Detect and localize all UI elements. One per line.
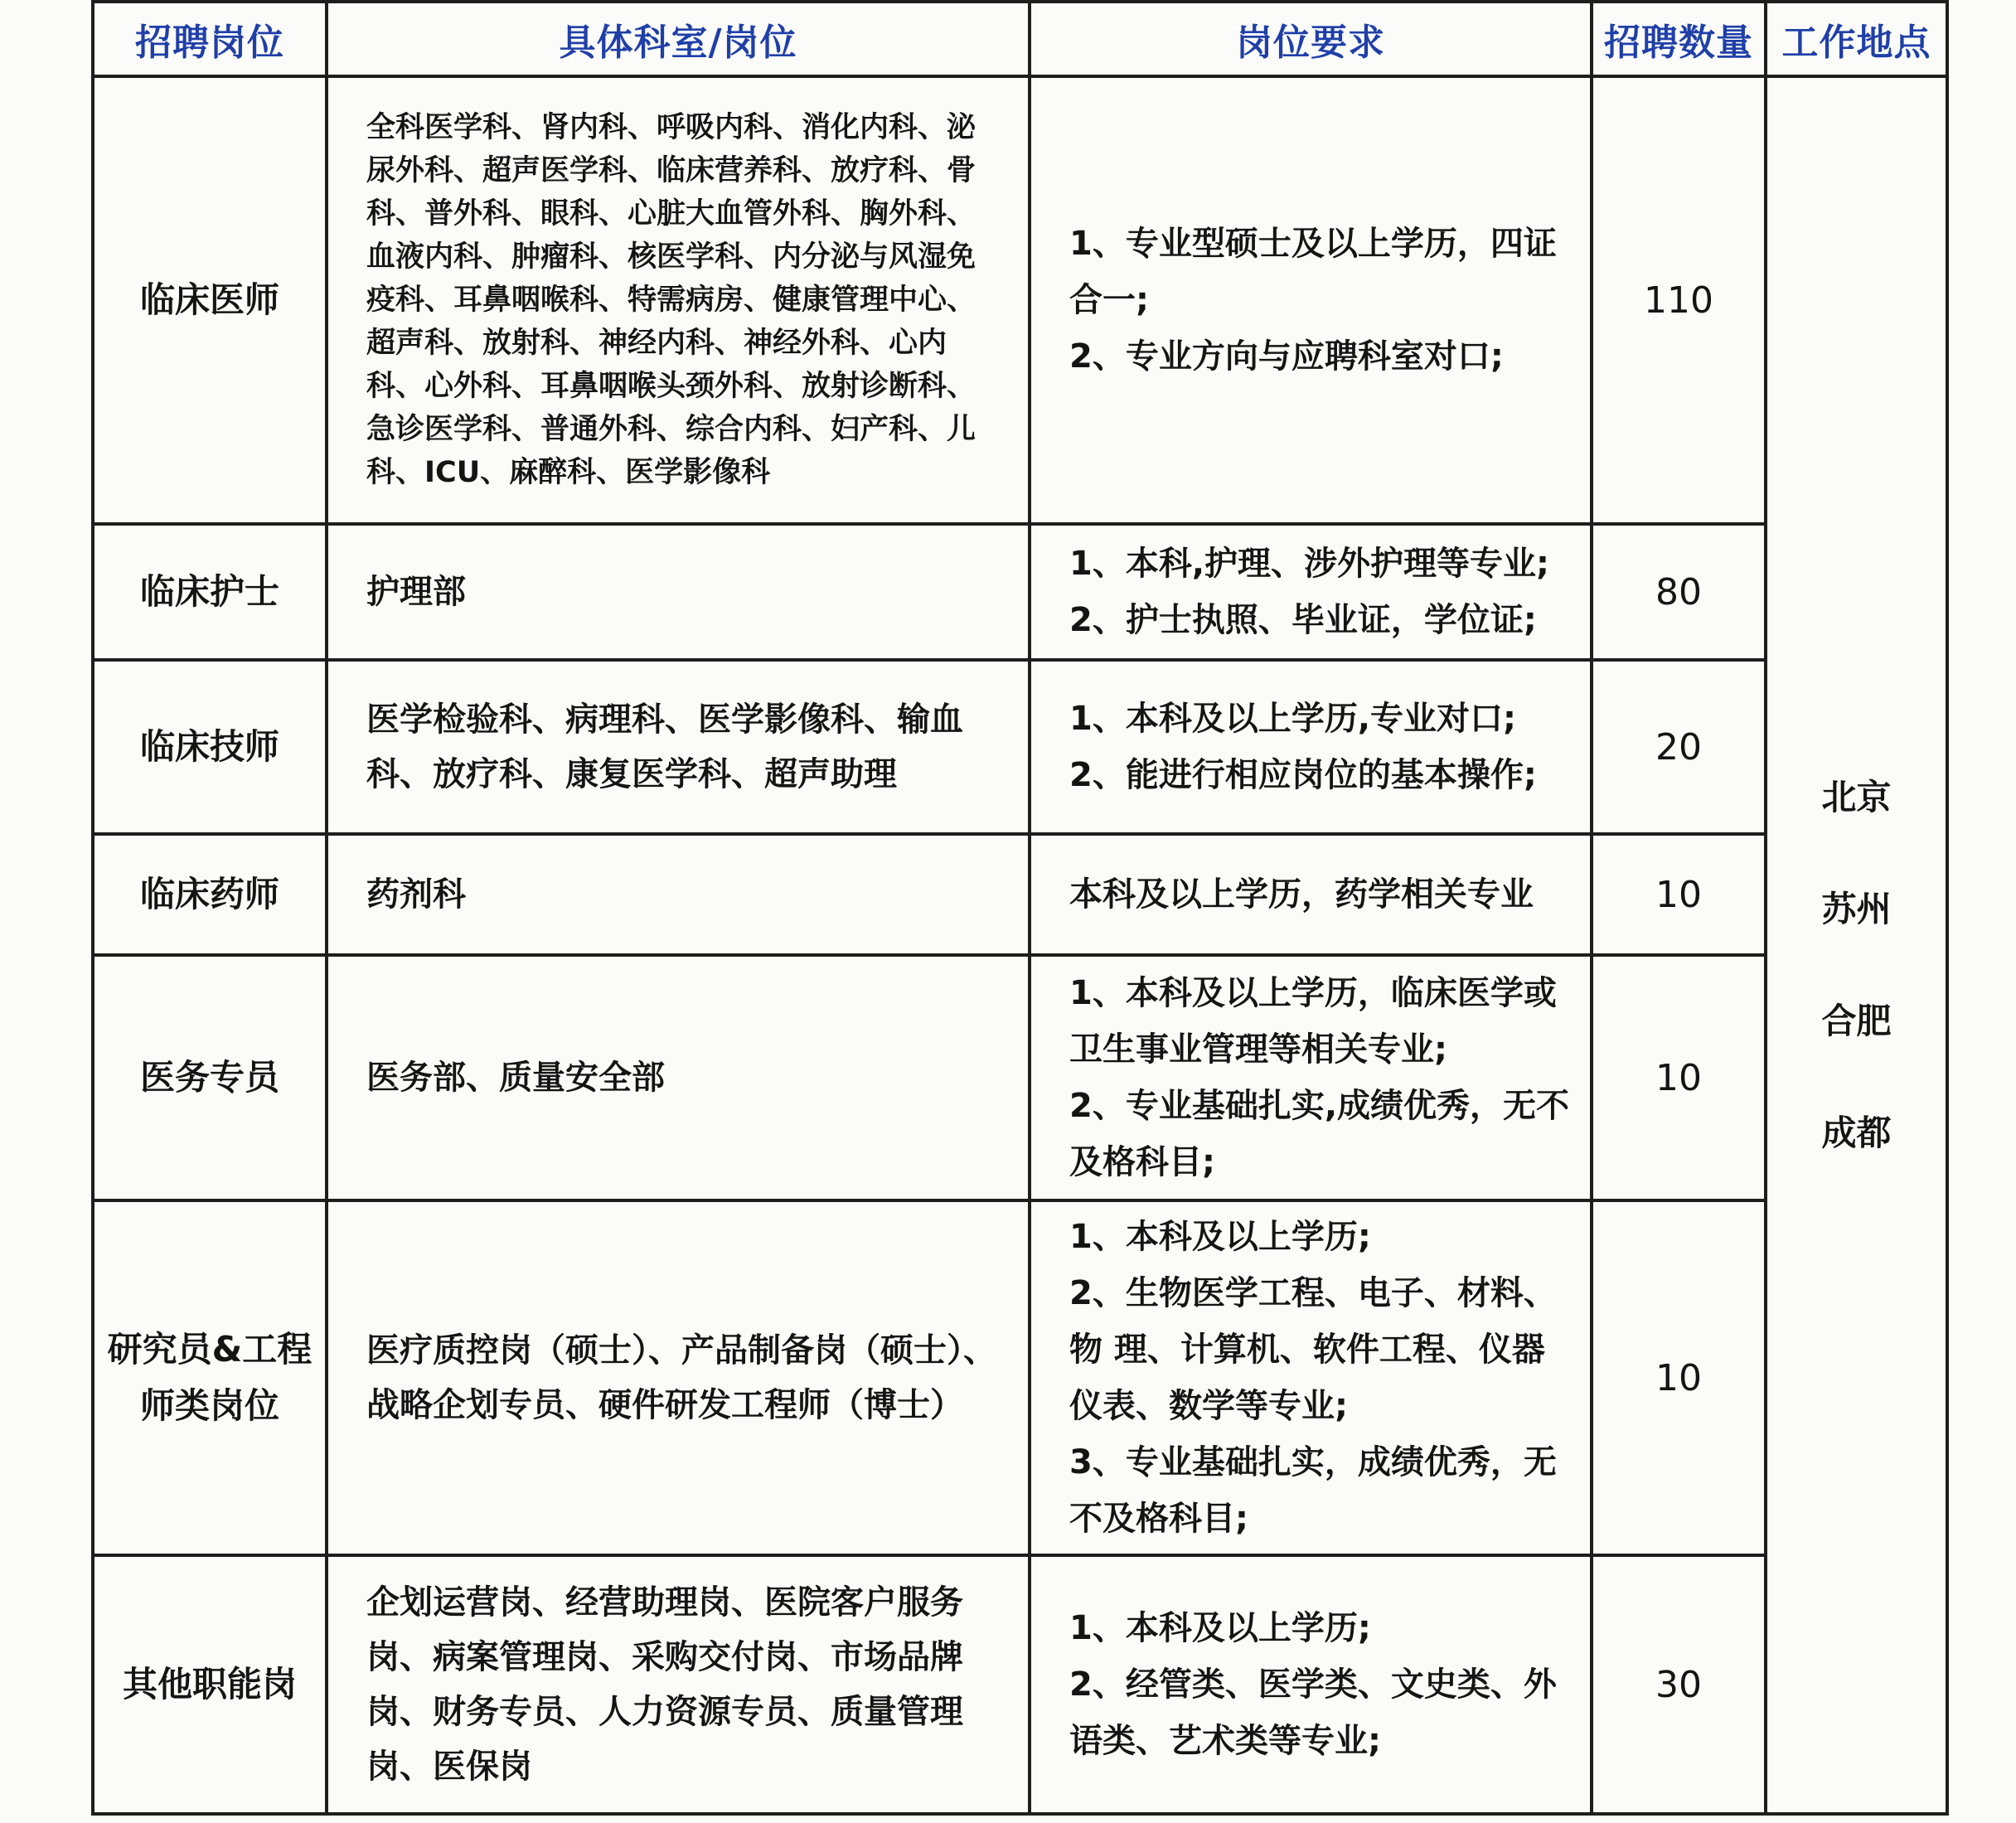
requirement-line: 2、护士执照、毕业证，学位证; (1069, 601, 1537, 639)
requirement-line: 2、能进行相应岗位的基本操作; (1069, 756, 1537, 794)
count-cell: 10 (1592, 1200, 1766, 1555)
table-row (93, 834, 1947, 955)
header-requirements: 岗位要求 (1030, 2, 1592, 76)
position-cell: 临床医师 (93, 76, 327, 524)
requirement-line: 2、经管类、医学类、文史类、外语类、艺术类等专业; (1069, 1665, 1557, 1760)
header-count: 招聘数量 (1592, 2, 1766, 76)
count-cell: 10 (1592, 834, 1766, 955)
requirement-line: 1、本科,护理、涉外护理等专业; (1069, 545, 1550, 583)
requirements-cell (1030, 660, 1592, 834)
requirements-cell (1030, 524, 1592, 660)
requirement-line: 1、本科及以上学历; (1069, 1218, 1371, 1256)
location-list (1767, 741, 1946, 1189)
department-cell: 企划运营岗、经营助理岗、医院客户服务岗、病案管理岗、采购交付岗、市场品牌岗、财务专员、人力资源专员、质量管理岗、医保岗 (327, 1555, 1030, 1814)
department-cell: 医学检验科、病理科、医学影像科、输血科、放疗科、康复医学科、超声助理 (327, 660, 1030, 834)
location-city: 成都 (1821, 1113, 1892, 1153)
department-cell: 全科医学科、肾内科、呼吸内科、消化内科、泌尿外科、超声医学科、临床营养科、放疗科、骨科、普外科、眼科、心脏大血管外科、胸外科、血液内科、肿瘤科、核医学科、内分泌与风湿免疫科、耳鼻咽喉科、特需病房、健康管理中心、超声科、放射科、神经内科、神经外科、心内科、心外科、耳鼻咽喉头颈外科、放射诊断科、急诊医学科、普通外科、综合内科、妇产科、儿科、ICU、麻醉科、医学影像科 (327, 76, 1030, 524)
recruitment-table (91, 0, 1949, 1816)
position-cell: 医务专员 (93, 955, 327, 1200)
table-row (93, 660, 1947, 834)
header-row (93, 2, 1947, 76)
requirement-line: 1、本科及以上学历,专业对口; (1069, 700, 1517, 738)
position-cell: 临床药师 (93, 834, 327, 955)
count-cell: 20 (1592, 660, 1766, 834)
position-cell: 临床护士 (93, 524, 327, 660)
department-cell: 护理部 (327, 524, 1030, 660)
requirements-cell (1030, 76, 1592, 524)
requirements-cell (1030, 955, 1592, 1200)
position-cell: 研究员&工程师类岗位 (93, 1200, 327, 1555)
header-location: 工作地点 (1766, 2, 1947, 76)
location-city: 苏州 (1821, 889, 1892, 929)
requirement-line: 1、本科及以上学历，临床医学或卫生事业管理等相关专业; (1069, 974, 1557, 1069)
department-cell: 药剂科 (327, 834, 1030, 955)
table-row (93, 524, 1947, 660)
requirement-line: 1、专业型硕士及以上学历，四证合一; (1069, 225, 1557, 319)
count-cell: 10 (1592, 955, 1766, 1200)
count-cell: 30 (1592, 1555, 1766, 1814)
location-city: 合肥 (1821, 1001, 1892, 1041)
requirement-line: 2、专业基础扎实,成绩优秀，无不及格科目; (1069, 1087, 1570, 1181)
header-position: 招聘岗位 (93, 2, 327, 76)
header-department: 具体科室/岗位 (327, 2, 1030, 76)
table-row (93, 1555, 1947, 1814)
count-cell: 110 (1592, 76, 1766, 524)
requirements-cell (1030, 1555, 1592, 1814)
requirements-cell (1030, 834, 1592, 955)
requirement-line: 3、专业基础扎实，成绩优秀，无不及格科目; (1069, 1443, 1557, 1538)
requirement-line: 1、本科及以上学历; (1069, 1609, 1371, 1647)
table-row (93, 76, 1947, 524)
position-cell: 临床技师 (93, 660, 327, 834)
location-cell (1766, 76, 1947, 1814)
table-row (93, 955, 1947, 1200)
requirement-line: 2、专业方向与应聘科室对口; (1069, 337, 1504, 376)
position-cell: 其他职能岗 (93, 1555, 327, 1814)
requirement-line: 本科及以上学历，药学相关专业 (1069, 875, 1534, 914)
department-cell: 医务部、质量安全部 (327, 955, 1030, 1200)
count-cell: 80 (1592, 524, 1766, 660)
requirements-cell (1030, 1200, 1592, 1555)
requirement-line: 2、生物医学工程、电子、材料、物 理、计算机、软件工程、仪器仪表、数学等专业; (1069, 1274, 1557, 1425)
department-cell: 医疗质控岗（硕士）、产品制备岗（硕士）、战略企划专员、硬件研发工程师（博士） (327, 1200, 1030, 1555)
table-row (93, 1200, 1947, 1555)
location-city: 北京 (1821, 777, 1892, 817)
